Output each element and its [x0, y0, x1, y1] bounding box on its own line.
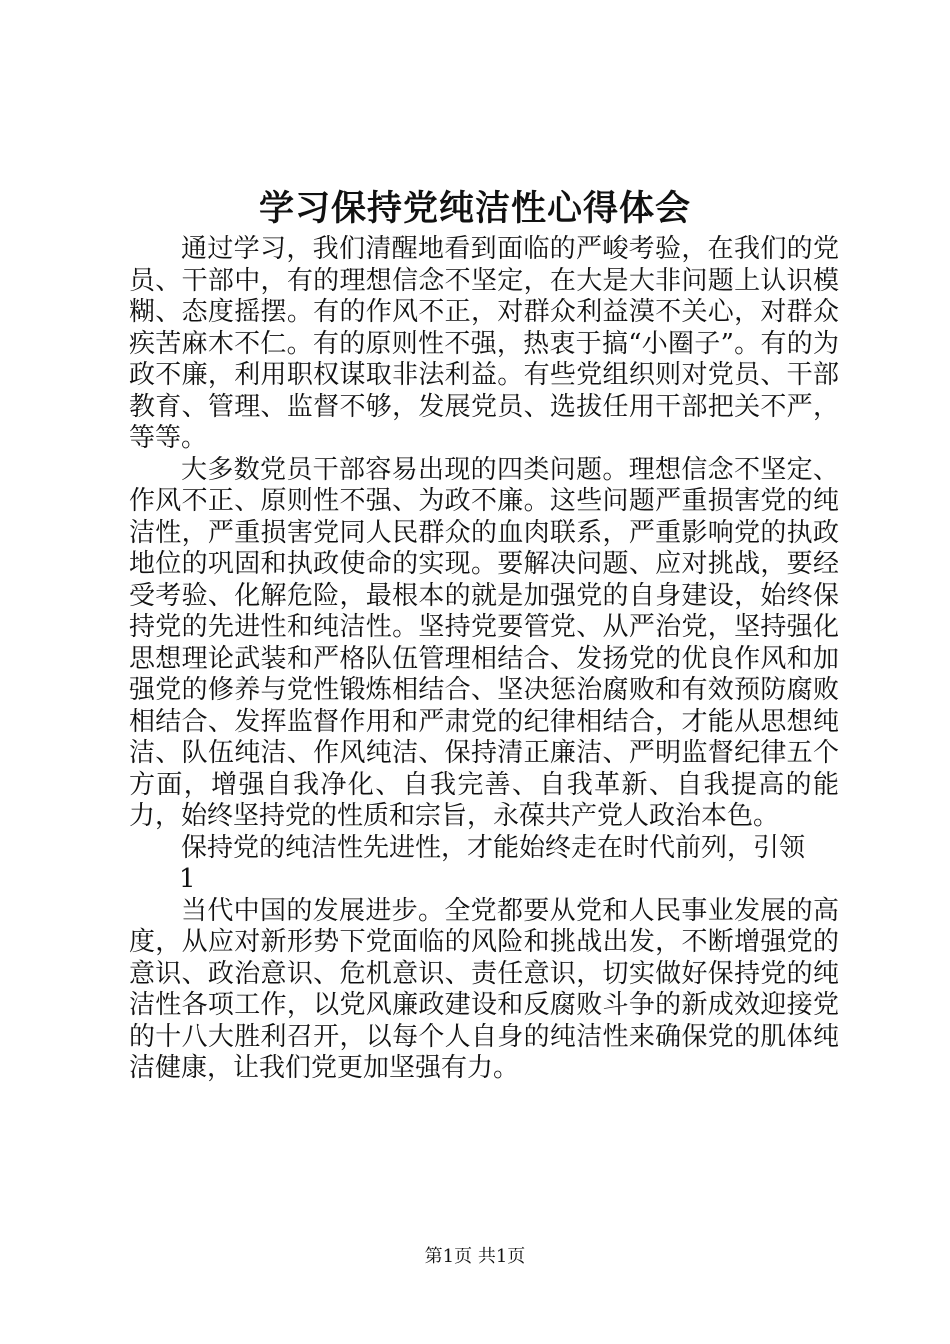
- paragraph-4: 当代中国的发展进步。全党都要从党和人民事业发展的高度，从应对新形势下党面临的风险和挑战出发，不断增强党的意识、政治意识、危机意识、责任意识，切实做好保持党的纯洁性各项工作，以党风廉政建设和反腐败斗争的新成效迎接党的十八大胜利召开，以每个人自身的纯洁性来确保党的肌体纯洁健康，让我们党更加坚强有力。: [129, 895, 839, 1083]
- inline-page-number: 1: [179, 864, 196, 894]
- page-footer: 第1页 共1页: [424, 1246, 526, 1267]
- document-title: 学习保持党纯洁性心得体会: [258, 188, 691, 229]
- document-body: [129, 234, 839, 1085]
- paragraph-3: 保持党的纯洁性先进性，才能始终走在时代前列，引领: [181, 832, 806, 863]
- paragraph-2: 大多数党员干部容易出现的四类问题。理想信念不坚定、作风不正、原则性不强、为政不廉。这些问题严重损害党的纯洁性，严重损害党同人民群众的血肉联系，严重影响党的执政地位的巩固和执政使命的实现。要解决问题、应对挑战，要经受考验、化解危险，最根本的就是加强党的自身建设，始终保持党的先进性和纯洁性。坚持党要管党、从严治党，坚持强化思想理论武装和严格队伍管理相结合、发扬党的优良作风和加强党的修养与党性锻炼相结合、坚决惩治腐败和有效预防腐败相结合、发挥监督作用和严肃党的纪律相结合，才能从思想纯洁、队伍纯洁、作风纯洁、保持清正廉洁、严明监督纪律五个方面，增强自我净化、自我完善、自我革新、自我提高的能力，始终坚持党的性质和宗旨，永葆共产党人政治本色。: [129, 454, 839, 831]
- paragraph-1: 通过学习，我们清醒地看到面临的严峻考验，在我们的党员、干部中，有的理想信念不坚定，在大是大非问题上认识模糊、态度摇摆。有的作风不正，对群众利益漠不关心，对群众疾苦麻木不仁。有的原则性不强，热衷于搞“小圈子”。有的为政不廉，利用职权谋取非法利益。有些党组织则对党员、干部教育、管理、监督不够，发展党员、选拔任用干部把关不严，等等。: [129, 234, 839, 453]
